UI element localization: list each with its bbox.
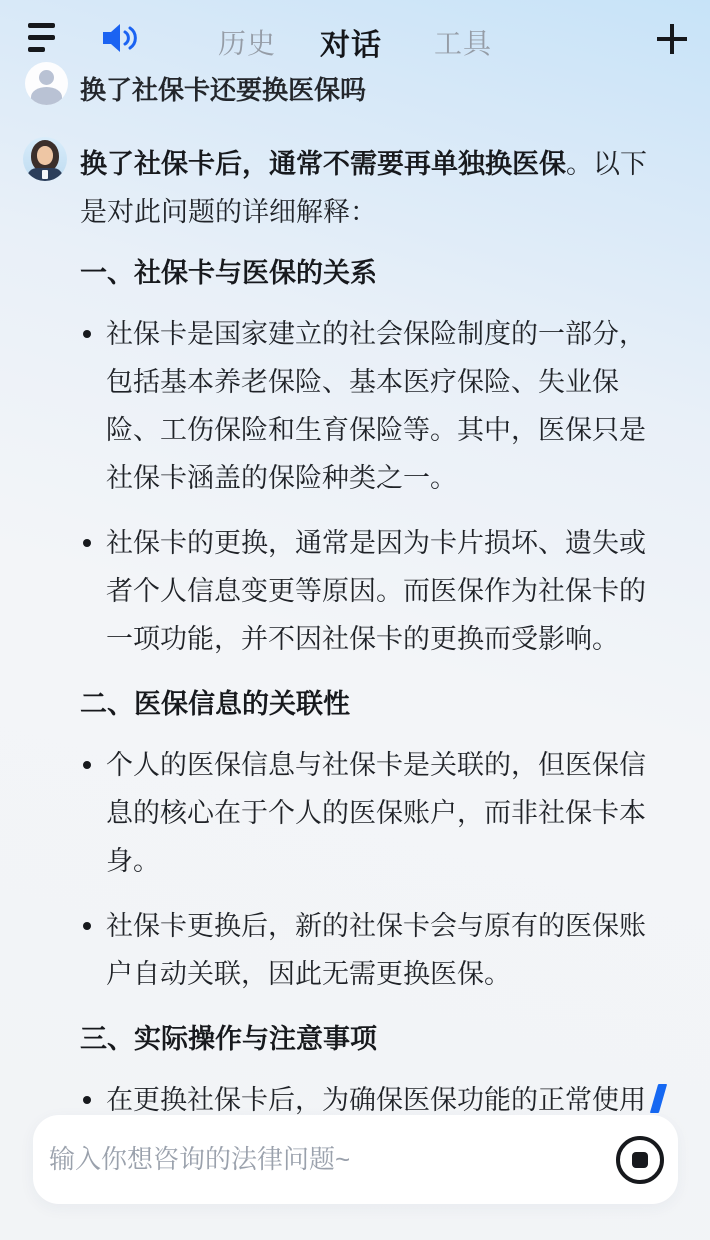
stop-icon	[632, 1152, 648, 1168]
section-heading-3: 三、实际操作与注意事项	[80, 1024, 377, 1054]
bullet-streaming-text: 在更换社保卡后，为确保医保功能的正常使用	[106, 1085, 646, 1115]
bullet-item: 社保卡更换后，新的社保卡会与原有的医保账户自动关联，因此无需更换医保。	[80, 902, 670, 998]
stop-generation-button[interactable]	[616, 1136, 664, 1184]
plus-icon[interactable]	[655, 22, 689, 56]
bullet-item: 社保卡是国家建立的社会保险制度的一部分，包括基本养老保险、基本医疗保险、失业保险、工伤保险和生育保险等。其中，医保只是社保卡涵盖的保险种类之一。	[80, 310, 670, 502]
section-heading-2: 二、医保信息的关联性	[80, 689, 350, 719]
hamburger-menu-icon[interactable]	[28, 22, 56, 52]
top-bar	[0, 0, 710, 62]
question-input[interactable]	[49, 1115, 569, 1204]
bullet-item: 个人的医保信息与社保卡是关联的，但医保信息的核心在于个人的医保账户，而非社保卡本身。	[80, 741, 670, 885]
assistant-message	[80, 140, 670, 1124]
tab-dialogue-active[interactable]: 对话	[320, 20, 382, 64]
user-question-text: 换了社保卡还要换医保吗	[80, 75, 367, 105]
bullet-item: 社保卡的更换，通常是因为卡片损坏、遗失或者个人信息变更等原因。而医保作为社保卡的一项功能，并不因社保卡的更换而受影响。	[80, 519, 670, 663]
assistant-avatar	[23, 137, 67, 181]
tab-history[interactable]: 历史	[218, 22, 276, 62]
answer-intro	[80, 140, 670, 236]
speaker-icon[interactable]	[100, 20, 140, 56]
message-composer	[33, 1115, 678, 1204]
section-heading-1: 一、社保卡与医保的关系	[80, 258, 377, 288]
streaming-cursor-icon	[650, 1084, 667, 1113]
user-avatar-icon	[25, 62, 68, 105]
answer-intro-rest: 。以下是对此问题的详细解释：	[80, 149, 647, 227]
tab-tools[interactable]: 工具	[434, 22, 492, 62]
answer-intro-bold: 换了社保卡后，通常不需要再单独换医保	[80, 149, 566, 179]
